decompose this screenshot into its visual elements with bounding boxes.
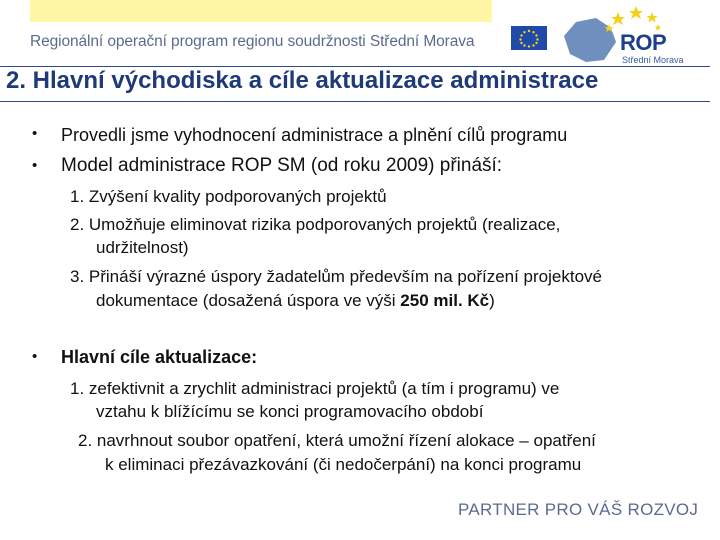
rop-logo-subtext: Střední Morava [622,55,684,65]
program-name: Regionální operační program regionu soudržnosti Střední Morava [30,33,475,50]
bullet-evaluation: Provedli jsme vyhodnocení administrace a plnění cílů programu [61,125,568,145]
rop-logo-text: ROP [620,30,667,55]
item-3-text: dokumentace (dosažená úspora ve výši [96,291,401,310]
header-yellow-bar [30,0,492,22]
bullet-icon: • [32,348,38,365]
goals-heading: Hlavní cíle aktualizace: [61,347,258,367]
goal-1-line2: vztahu k blížícímu se konci programovacího období [96,402,484,421]
page-title: 2. Hlavní východiska a cíle aktualizace administrace [6,67,599,94]
footer-slogan: PARTNER PRO VÁŠ ROZVOJ [458,500,699,519]
numbered-item-2-line2: udržitelnost) [96,238,189,257]
numbered-item-2-line1: 2. Umožňuje eliminovat rizika podporovaných projektů (realizace, [70,215,561,234]
item-3-close: ) [489,291,495,310]
numbered-item-3-line1: 3. Přináší výrazné úspory žadatelům především na pořízení projektové [70,267,602,286]
goal-1-line1: 1. zefektivnit a zrychlit administraci projektů (a tím i programu) ve [70,379,560,398]
numbered-item-1: 1. Zvýšení kvality podporovaných projektů [70,187,387,206]
bullet-icon: • [32,125,38,142]
bullet-icon: • [32,157,38,174]
item-3-amount: 250 mil. Kč [400,291,490,310]
bullet-model: Model administrace ROP SM (od roku 2009) přináší: [61,155,503,176]
numbered-item-3-line2 [96,290,495,311]
goal-2-line1: 2. navrhnout soubor opatření, která umožní řízení alokace – opatření [78,431,596,450]
goal-2-line2: k eliminaci přezávazkování (či nedočerpání) na konci programu [105,455,582,474]
eu-flag-icon [511,26,547,50]
